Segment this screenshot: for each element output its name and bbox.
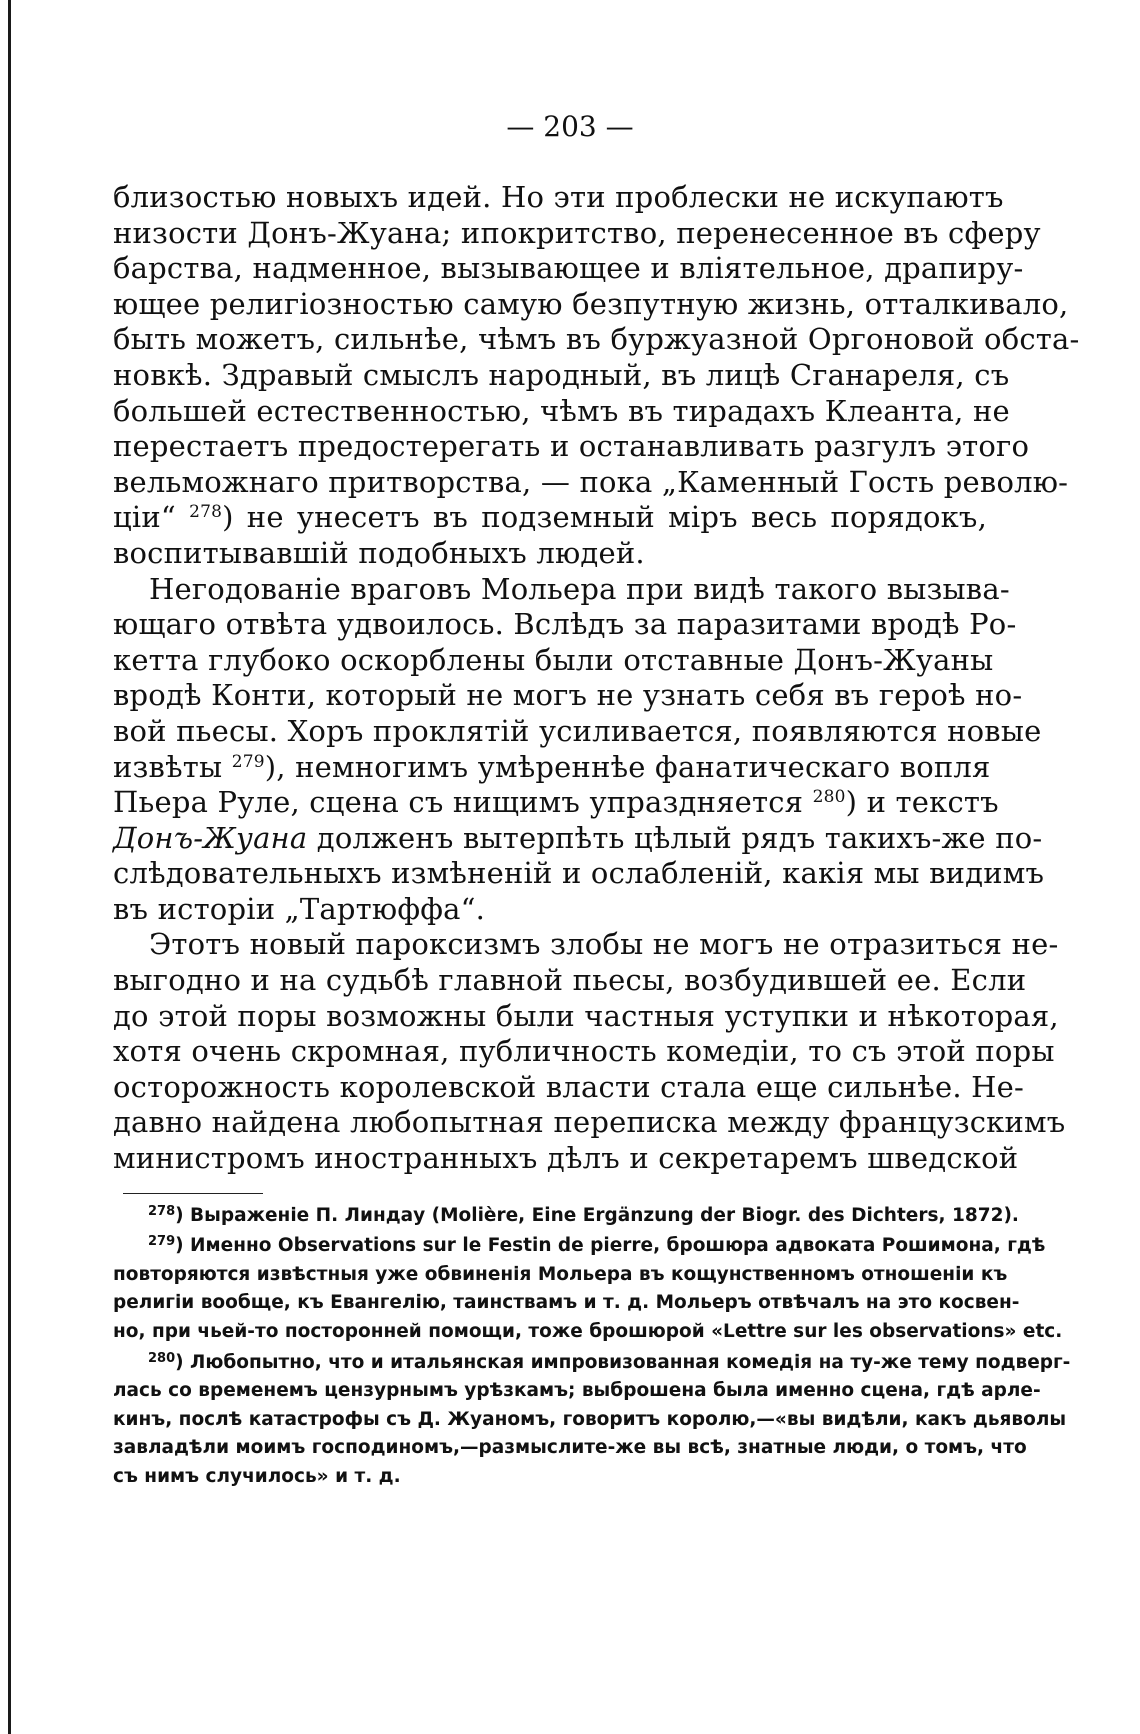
footnote-divider bbox=[123, 1193, 263, 1194]
text-line-with-footnote-ref bbox=[113, 785, 999, 821]
page-number: — 203 — bbox=[506, 110, 634, 143]
footnote-line: религіи вообще, къ Евангелію, таинствамъ и т. д. Мольеръ отвѣчалъ на это косвен- bbox=[113, 1292, 1020, 1314]
footnote-mark: 279 bbox=[148, 1234, 176, 1250]
footnote-ref-280: 280 bbox=[812, 787, 846, 808]
footnote-line bbox=[113, 1349, 1071, 1378]
footnote-279 bbox=[113, 1232, 1063, 1346]
text-line: вельможнаго притворства, — пока „Каменный Гость револю- bbox=[113, 464, 1069, 499]
text-line: Негодованіе враговъ Мольера при видѣ такого вызыва- bbox=[149, 571, 1010, 606]
text-line: министромъ иностранныхъ дѣлъ и секретаремъ шведской bbox=[113, 1141, 1019, 1176]
footnote-line bbox=[113, 1232, 1046, 1261]
text-line: барства, надменное, вызывающее и вліятельное, драпиру- bbox=[113, 251, 1024, 286]
paragraph-2 bbox=[113, 571, 1045, 928]
text-line: вой пьесы. Хоръ проклятій усиливается, появляются новые bbox=[113, 713, 1042, 748]
text-line: въ исторіи „Тартюффа“. bbox=[113, 891, 486, 926]
text-line: до этой поры возможны были частныя уступки и нѣкоторая, bbox=[113, 998, 1059, 1033]
footnote-text: ) Именно Observations sur le Festin de pierre, брошюра адвоката Рошимона, гдѣ bbox=[175, 1235, 1046, 1257]
footnote-line: лась со временемъ цензурнымъ урѣзкамъ; выброшена была именно сцена, гдѣ арле- bbox=[113, 1380, 1041, 1402]
footnote-line bbox=[113, 1202, 1019, 1231]
text-fragment: ціи“ bbox=[113, 500, 190, 535]
text-line: осторожность королевской власти стала еще сильнѣе. Не- bbox=[113, 1069, 1025, 1104]
text-line: давно найдена любопытная переписка между французскимъ bbox=[113, 1105, 1066, 1140]
text-line-with-footnote-ref bbox=[113, 749, 991, 786]
text-fragment: Пьера Руле, сцена съ нищимъ упраздняется bbox=[113, 785, 813, 820]
text-line: перестаетъ предостерегать и останавливать разгулъ этого bbox=[113, 429, 1030, 464]
text-fragment: долженъ вытерпѣть цѣлый рядъ такихъ-же по- bbox=[307, 820, 1043, 855]
footnote-text: ) Выраженіе П. Линдау (Molière, Eine Ergänzung der Biogr. des Dichters, 1872). bbox=[175, 1204, 1019, 1226]
text-line-with-footnote-ref bbox=[113, 500, 987, 536]
footnote-ref-279: 279 bbox=[231, 751, 265, 772]
text-fragment: извѣты bbox=[113, 749, 232, 784]
text-fragment: ) и текстъ bbox=[845, 785, 999, 820]
text-line: большей естественностью, чѣмъ въ тирадахъ Клеанта, не bbox=[113, 393, 1010, 428]
footnote-line: кинъ, послѣ катастрофы съ Д. Жуаномъ, говоритъ королю,—«вы видѣли, какъ дьяволы bbox=[113, 1408, 1067, 1430]
text-line: быть можетъ, сильнѣе, чѣмъ въ буржуазной Оргоновой обста- bbox=[113, 322, 1080, 357]
text-line: хотя очень скромная, публичность комедіи, то съ этой поры bbox=[113, 1034, 1055, 1069]
paragraph-1 bbox=[113, 180, 1080, 572]
footnote-text: ) Любопытно, что и итальянская импровизованная комедія на ту-же тему подверг- bbox=[175, 1351, 1071, 1373]
paragraph-3 bbox=[113, 927, 1066, 1176]
book-page bbox=[113, 108, 1080, 1494]
footnote-line: съ нимъ случилось» и т. д. bbox=[113, 1465, 401, 1487]
footnote-mark: 280 bbox=[148, 1350, 176, 1366]
text-line: близостью новыхъ идей. Но эти проблески не искупаютъ bbox=[113, 180, 1004, 214]
text-line: выгодно и на судьбѣ главной пьесы, возбудившей ее. Если bbox=[113, 963, 1027, 998]
text-line: кетта глубоко оскорблены были отставные Донъ-Жуаны bbox=[113, 642, 994, 677]
text-line: новкѣ. Здравый смыслъ народный, въ лицѣ Сганареля, съ bbox=[113, 357, 1010, 392]
text-line: слѣдовательныхъ измѣненій и ослабленій, какія мы видимъ bbox=[113, 856, 1045, 891]
text-fragment: ), немногимъ умѣреннѣе фанатическаго вопля bbox=[264, 749, 991, 784]
footnote-line: но, при чьей-то посторонней помощи, тоже брошюрой «Lettre sur les observations» etc. bbox=[113, 1321, 1063, 1342]
text-line: ющаго отвѣта удвоилось. Вслѣдъ за паразитами вродѣ Ро- bbox=[113, 607, 1017, 642]
italic-title: Донъ-Жуана bbox=[113, 820, 308, 855]
footnote-line: завладѣли моимъ господиномъ,—размыслите-же вы всѣ, знатные люди, о томъ, что bbox=[113, 1437, 1027, 1459]
text-line: воспитывавшій подобныхъ людей. bbox=[113, 535, 645, 570]
text-line: Этотъ новый пароксизмъ злобы не могъ не отразиться не- bbox=[149, 927, 1059, 962]
footnote-ref-278: 278 bbox=[189, 502, 223, 523]
text-line: низости Донъ-Жуана; ипокритство, перенесенное въ сферу bbox=[113, 215, 1041, 250]
footnote-line: повторяются извѣстныя уже обвиненія Мольера въ кощунственномъ отношеніи къ bbox=[113, 1263, 1008, 1285]
text-line: ющее религіозностью самую безпутную жизнь, отталкивало, bbox=[113, 286, 1069, 321]
text-line bbox=[113, 820, 1043, 857]
text-line: вродѣ Конти, который не могъ не узнать себя въ героѣ но- bbox=[113, 678, 1023, 713]
text-fragment: ) не унесетъ въ подземный міръ весь порядокъ, bbox=[222, 500, 988, 535]
footnote-280 bbox=[113, 1349, 1071, 1492]
footnote-278 bbox=[113, 1202, 1019, 1231]
footnote-mark: 278 bbox=[148, 1203, 176, 1219]
scan-edge-line bbox=[8, 0, 11, 1734]
